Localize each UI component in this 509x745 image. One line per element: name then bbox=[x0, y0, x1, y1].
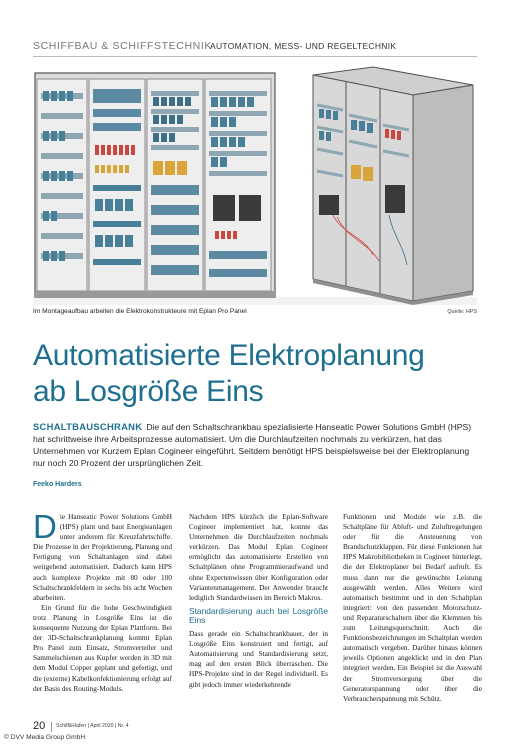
header-divider bbox=[33, 56, 477, 57]
paragraph bbox=[33, 508, 172, 603]
paragraph-text: ie Hanseatic Power Solutions GmbH (HPS) plant und baut Energieanlagen unter anderem für Kreuzfahrtschiffe. Die Prozesse in der Projektierung, Planung und Fertigung von Schaltanlagen sind dabei weitgehend automatisiert. Dadurch kann HPS auch komplexe Projekte mit 80 oder 100 Schaltschrankfeldern in sechs bis acht Wochen abarbeiten. bbox=[33, 512, 172, 602]
section-subheading: Standardisierung auch bei Losgröße Eins bbox=[189, 605, 328, 626]
front-cabinet-row bbox=[35, 73, 275, 297]
article-title bbox=[33, 338, 483, 410]
paragraph: Dass gerade ein Schaltschrankbauer, der in Losgröße Eins konstruiert und fertigt, auf Automatisierung und Standardisierung setzt, mag auf den ersten Blick überraschen. Die HPS-Projekte sind in der Regel individuell. Es gibt jedoch immer wiederkehrende bbox=[189, 629, 328, 689]
subsection-label: AUTOMATION, MESS- UND REGELTECHNIK bbox=[210, 41, 397, 51]
section-header bbox=[33, 40, 499, 56]
copyright-notice: © DVV Media Group GmbH bbox=[4, 734, 86, 741]
body-column-2 bbox=[189, 512, 328, 690]
paragraph: Ein Grund für die hohe Geschwindigkeit trotz Planung in Losgröße Eins ist die konsequente Nutzung der Eplan Plattform. Bei der 3D-Schaltschrankplanung kommt Eplan Pro Panel zum Einsatz, Stromverteiler und Sammelschienen aus Kupfer werden in 3D mit dem Modul Copper geplant und gefertigt, und die (externe) Kabelkonfektionierung erfolgt auf der Basis des Routing-Moduls. bbox=[33, 602, 172, 693]
author-byline: Feeko Harders bbox=[33, 481, 82, 488]
drop-cap: D bbox=[33, 508, 57, 545]
isometric-cabinet bbox=[313, 67, 473, 305]
section-label: SCHIFFBAU & SCHIFFSTECHNIK bbox=[33, 40, 212, 52]
image-credit: Quelle: HPS bbox=[447, 309, 477, 315]
switchgear-3d-illustration bbox=[33, 65, 477, 305]
footer-divider bbox=[51, 722, 52, 732]
title-line-1: Automatisierte Elektroplanung bbox=[33, 339, 425, 372]
page-number: 20 bbox=[33, 720, 46, 732]
title-line-2: ab Losgröße Eins bbox=[33, 375, 264, 408]
body-column-3 bbox=[343, 512, 482, 704]
paragraph: Funktionen und Module wie z.B. die Schaltpläne für Abluft- und Zuluftregelungen oder für die Ansteuerung von Brandschutzklappen. Für diese Funktionen hat HPS Makrobibliotheken in Cogineer hinterlegt, die der Elektroplaner bei Bedarf aufruft. Es muss dann nur die gewünschte Leistung ausgewählt werden. Alles Weitere wird automatisch bestimmt und in den Schaltplan integriert: von den passenden Motorschutz- und Reparaturschaltern über die Klemmen bis zum Leitungsquerschnitt. Auch die Funktionsbezeichnungen im Schaltplan werden automatisch vergeben. Darüber hinaus können jeweils Optionen angeklickt und in den Plan integriert werden. Ein Beispiel ist die Auswahl der Stromversorgung über die Generatorspannung oder über die Verbraucherspannung mit Schütz. bbox=[343, 512, 482, 703]
image-caption: Im Montageaufbau arbeiten die Elektrokonstrukteure mit Eplan Pro Panel bbox=[33, 308, 247, 315]
body-column-1 bbox=[33, 508, 172, 694]
journal-info: Schiff&Hafen | April 2020 | Nr. 4 bbox=[56, 723, 129, 729]
article-intro bbox=[33, 421, 481, 469]
intro-kicker: SCHALTBAUSCHRANK bbox=[33, 421, 143, 432]
paragraph: Nachdem HPS kürzlich die Eplan-Software Cogineer implementiert hat, konnte das Unternehmen die Durchlaufzeiten nochmals verkürzen. Das Modul Eplan Cogineer ermöglicht das automatisierte Erstellen von Schaltplänen ohne Programmieraufwand und ohne Expertenwissen über Konfiguration oder Variantenmanagement. Der Anwender braucht lediglich Standardwissen im Bereich Makros. bbox=[189, 512, 328, 602]
intro-text: Die auf den Schaltschrankbau spezialisierte Hanseatic Power Solutions GmbH (HPS) hat schrittweise ihre Arbeitsprozesse automatisiert. Um die Durchlaufzeiten nochmals zu verkürzen, hat das Unternehmen vor Kurzem Eplan Cogineer eingeführt. Seitdem benötigt HPS beispielsweise bei der Elektroplanung nur noch 20 Prozent der ursprünglichen Zeit. bbox=[33, 422, 472, 468]
